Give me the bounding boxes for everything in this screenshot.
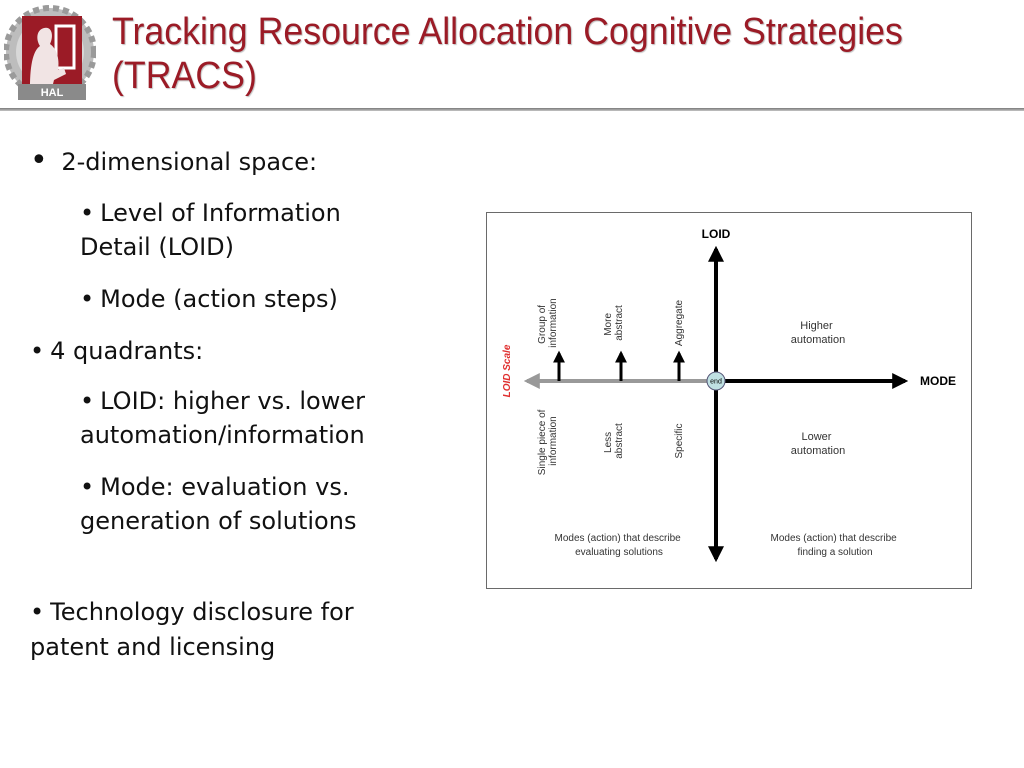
- title-divider: [0, 108, 1024, 111]
- bullet-item: • Mode (action steps): [80, 285, 338, 313]
- bullet-item: • LOID: higher vs. lower: [80, 387, 365, 415]
- slide-title: [112, 10, 958, 98]
- label-specific: Specific: [674, 423, 685, 459]
- center-label: end: [710, 378, 722, 386]
- label-group-of-information: Group of information: [537, 298, 559, 348]
- label-less-abstract: Less abstract: [603, 423, 625, 459]
- bullet-item: Detail (LOID): [80, 233, 235, 261]
- caption-evaluating-solutions: Modes (action) that describe evaluating solutions: [554, 533, 681, 558]
- loid-axis-label: LOID: [701, 227, 731, 241]
- logo-subtext: Humans and Automation Laboratory: [27, 99, 77, 103]
- bullet-item: • Level of Information: [80, 199, 341, 227]
- logo-text: HAL: [40, 87, 64, 99]
- bullet-item: generation of solutions: [80, 507, 357, 535]
- loid-scale-label: LOID Scale: [502, 344, 513, 398]
- label-single-piece-of-information: Single piece of information: [537, 409, 559, 476]
- label-higher-automation: Higher automation: [790, 320, 846, 346]
- slide-title-line1: Tracking Resource Allocation Cognitive Strategies: [112, 11, 903, 53]
- bullet-item: • 4 quadrants:: [30, 337, 204, 365]
- bullet-item: automation/information: [80, 421, 365, 449]
- label-more-abstract: More abstract: [603, 305, 625, 341]
- label-aggregate: Aggregate: [674, 299, 685, 347]
- bullet-item: • Technology disclosure for: [30, 598, 354, 626]
- hal-logo: [4, 2, 96, 104]
- mode-axis-label: MODE: [920, 374, 956, 388]
- bullet-item: patent and licensing: [30, 633, 276, 661]
- caption-finding-a-solution: Modes (action) that describe finding a solution: [770, 533, 897, 558]
- slide-title-line2: (TRACS): [112, 55, 257, 97]
- bullet-item: • 2-dimensional space:: [30, 143, 318, 178]
- label-lower-automation: Lower automation: [790, 431, 846, 457]
- tracs-diagram: [486, 212, 972, 589]
- bullet-item: • Mode: evaluation vs.: [80, 473, 350, 501]
